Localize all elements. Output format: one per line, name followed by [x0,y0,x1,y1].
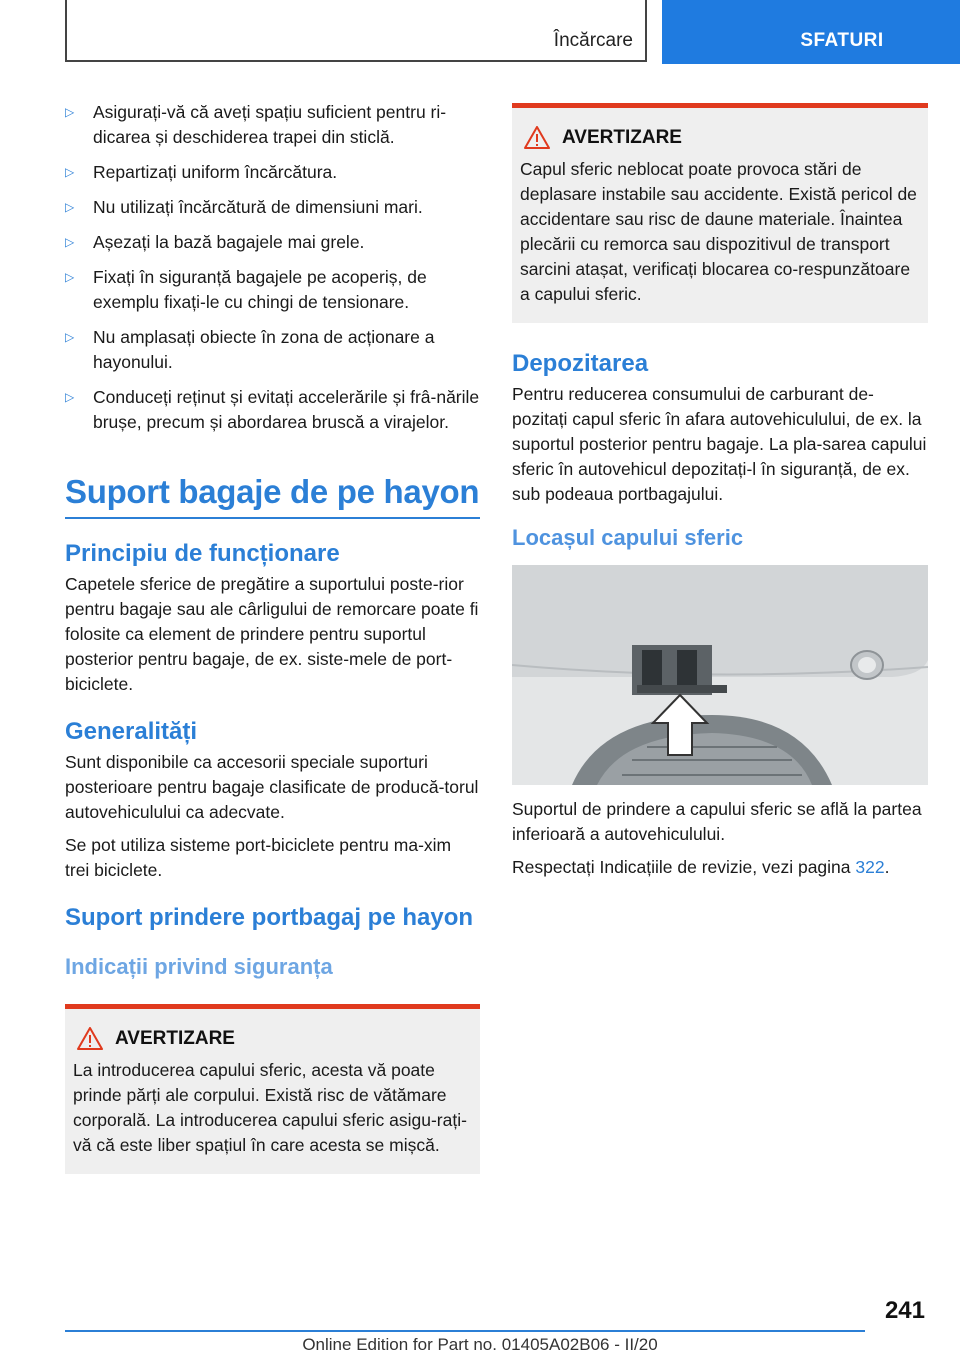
left-column [65,100,480,1174]
heading-depozitare: Depozitarea [512,350,649,377]
heading-generalitati: Generalități [65,718,198,745]
paragraph-generalitati-1: Sunt disponibile ca accesorii speciale suporturi posterioare pentru bagaje clasificate de producă-torul autovehiculului ca adecvate. [65,752,479,822]
footer-divider [65,1330,865,1332]
heading-locas: Locașul capului sferic [512,525,744,550]
header-section-title: SFATURI [800,30,884,51]
ball-head-mount-illustration [512,565,928,785]
heading-suport-prindere: Suport prindere portbagaj pe hayon [65,904,474,931]
warning-triangle-icon [77,1027,103,1050]
right-column [512,103,928,888]
triangle-bullet-icon: ▷ [65,270,75,284]
footer-edition: Online Edition for Part no. 01405A02B06 - II/20 [302,1335,658,1354]
list-item: ▷ Asigurați-vă că aveți spațiu suficient pentru ri-dicarea și deschiderea trapei din sticlă. [65,102,447,147]
checklist [65,100,480,435]
list-item: ▷ Conduceți reținut și evitați accelerările și frâ-nările brușe, precum și abordarea bruscă a virajelor. [65,387,480,432]
warning-text: Capul sferic neblocat poate provoca stări de deplasare instabile sau accidente. Există pericol de accidentare sau risc de daune materiale. Înaintea plecării cu remorca sau dispozitivul de transport sarcini atașat, verificați blocarea co-respunzătoare a capului sferic. [520,159,917,304]
warning-triangle-icon [524,126,550,149]
reference-paragraph: Respectați Indicațiile de revizie, vezi pagina 322. [512,857,890,877]
heading-indicatii: Indicații privind siguranța [65,954,333,979]
paragraph-generalitati-2: Se pot utiliza sisteme port-biciclete pentru ma-xim trei biciclete. [65,835,452,880]
list-item: ▷ Nu utilizați încărcătură de dimensiuni mari. [65,195,480,220]
paragraph-principiu: Capetele sferice de pregătire a suportului poste-rior pentru bagaje sau ale cârligului de remorcare poate fi folosite ca element de prindere pentru suportul posterior pentru bagaje, de ex. siste-mele de port-biciclete. [65,574,479,694]
vehicle-underside-icon [512,565,928,785]
list-item: ▷ Așezați la bază bagajele mai grele. [65,230,480,255]
warning-text: La introducerea capului sferic, acesta vă poate prinde părți ale corpului. Există risc de vătămare corporală. La introducerea capului sferic asigu-rați-vă că este liber spațiul în care acesta se mișcă. [73,1060,467,1155]
warning-title: AVERTIZARE [115,1027,235,1049]
warning-box-left [65,1004,480,1174]
warning-title: AVERTIZARE [562,126,682,148]
triangle-bullet-icon: ▷ [65,165,75,179]
header-chapter-title: Încărcare [553,30,633,51]
paragraph-depozitare: Pentru reducerea consumului de carburant de-pozitați capul sferic în afara autovehiculului, de ex. la suportul posterior pentru bagaje. La pla-sarea capului sferic în autovehicul depozitați-l în siguranță, de ex. sub podeaua portbagajului. [512,384,927,504]
heading-principiu: Principiu de funcționare [65,540,340,567]
header-chapter-box [65,0,647,62]
figure-caption: Suportul de prindere a capului sferic se află la partea inferioară a autovehiculului. [512,799,922,844]
page-number: 241 [884,1297,925,1324]
list-item: ▷ Nu amplasați obiecte în zona de acționare a hayonului. [65,327,435,372]
triangle-bullet-icon: ▷ [65,235,75,249]
page-reference-link[interactable]: 322 [855,857,885,877]
list-item: ▷ Repartizați uniform încărcătura. [65,160,480,185]
triangle-bullet-icon: ▷ [65,105,75,119]
triangle-bullet-icon: ▷ [65,390,75,404]
warning-box-right [512,103,928,323]
triangle-bullet-icon: ▷ [65,330,75,344]
list-item: ▷ Fixați în siguranță bagajele pe acoperiș, de exemplu fixați-le cu chingi de tensionare. [65,267,427,312]
triangle-bullet-icon: ▷ [65,200,75,214]
main-heading: Suport bagaje de pe hayon [65,473,480,519]
